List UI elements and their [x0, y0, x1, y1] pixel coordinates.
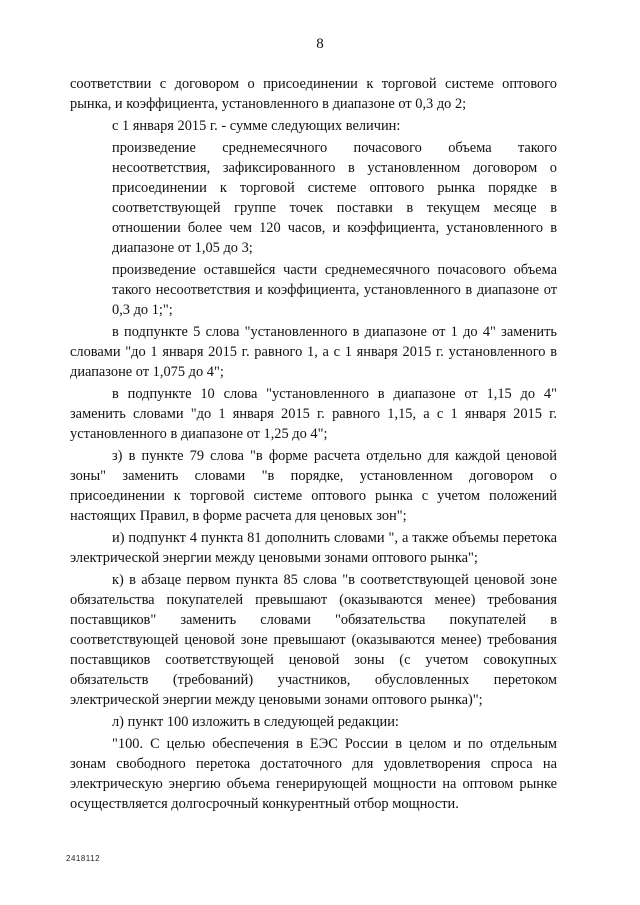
paragraph-item-z: з) в пункте 79 слова "в форме расчета отдельно для каждой ценовой зоны" заменить словами "в порядке, установленном договором о присоединении к торговой системе оптового рынка с учетом положений настоящих Правил, в форме расчета для ценовых зон"; — [70, 448, 557, 524]
paragraph-product-2: произведение оставшейся части среднемесячного почасового объема такого несоответствия и коэффициента, установленного в диапазоне от 0,3 до 1;"; — [112, 262, 557, 318]
paragraph-subitem-10: в подпункте 10 слова "установленного в диапазоне от 1,15 до 4" заменить словами "до 1 января 2015 г. равного 1,15, а с 1 января 2015 г. установленного в диапазоне от 1,25 до 4"; — [70, 386, 557, 442]
paragraph-item-l: л) пункт 100 изложить в следующей редакции: — [112, 714, 399, 730]
paragraph-item-k: к) в абзаце первом пункта 85 слова "в соответствующей ценовой зоне обязательства покупателей превышают (оказываются менее) требования поставщиков" заменить словами "обязательства покупателей в соответствующей ценовой зоне превышают (оказываются менее) требования поставщиков соответствующей ценовой зоны (с учетом совокупных обязательств (требований) участников, обусловленных перетоком электрической энергии между ценовыми зонами оптового рынка)"; — [70, 572, 557, 708]
paragraph-item-i: и) подпункт 4 пункта 81 дополнить словами ", а также объемы перетока электрической энергии между ценовыми зонами оптового рынка"; — [70, 530, 557, 566]
paragraph-item-100: "100. С целью обеспечения в ЕЭС России в целом и по отдельным зонам свободного перетока достаточного для удовлетворения спроса на электрическую энергию объема генерирующей мощности на оптовом рынке осуществляется долгосрочный конкурентный отбор мощности. — [70, 736, 557, 812]
page-number: 8 — [316, 36, 324, 52]
document-code: 2418112 — [66, 854, 101, 863]
paragraph-from-2015: с 1 января 2015 г. - сумме следующих величин: — [112, 118, 401, 134]
document-body — [70, 74, 557, 816]
paragraph-subitem-5: в подпункте 5 слова "установленного в диапазоне от 1 до 4" заменить словами "до 1 января 2015 г. равного 1, а с 1 января 2015 г. установленного в диапазоне от 1,075 до 4"; — [70, 324, 557, 380]
paragraph-product-1: произведение среднемесячного почасового объема такого несоответствия, зафиксированного в установленном договором о присоединении к торговой системе оптового рынка порядке в соответствующей группе точек поставки в текущем месяце в отношении более чем 120 часов, и коэффициента, установленного в диапазоне от 1,05 до 3; — [112, 140, 557, 256]
paragraph-continuation: соответствии с договором о присоединении к торговой системе оптового рынка, и коэффициента, установленного в диапазоне от 0,3 до 2; — [70, 76, 557, 112]
